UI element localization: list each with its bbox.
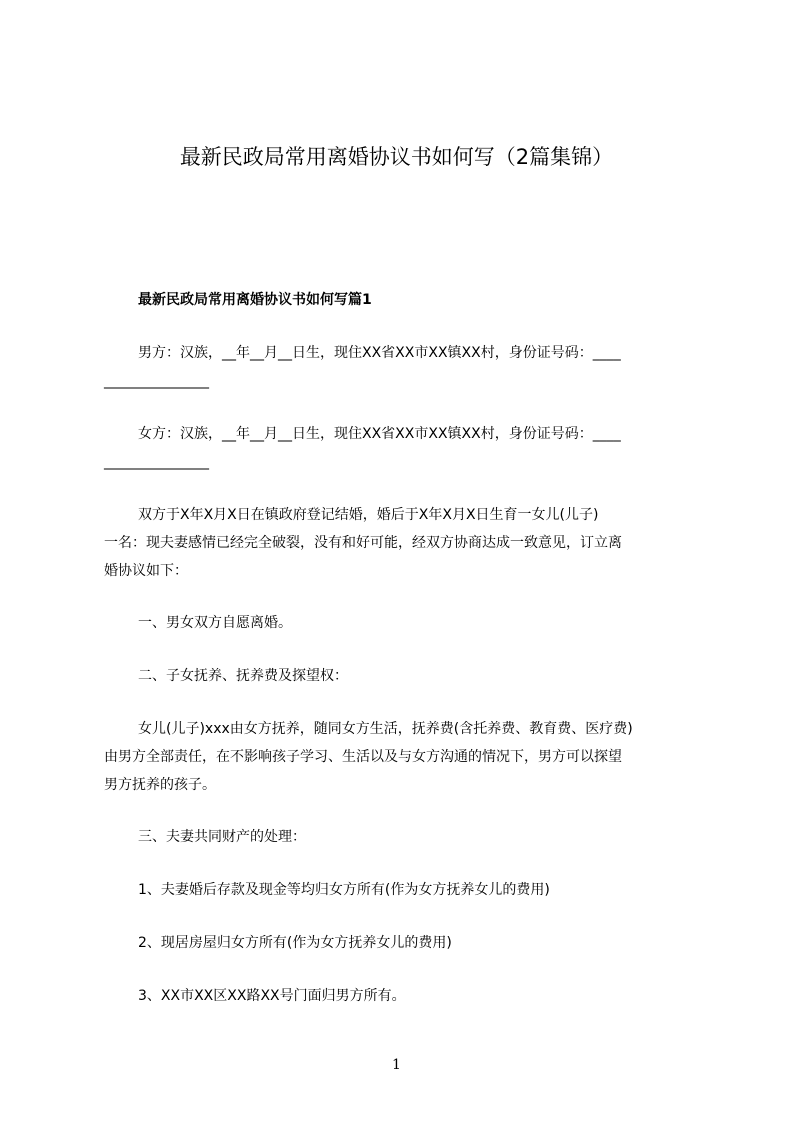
clause-1: 一、男女双方自愿离婚。 xyxy=(138,615,292,631)
custody-paragraph-line-1: 女儿(儿子)xxx由女方抚养，随同女方生活，抚养费(含托养费、教育费、医疗费) xyxy=(138,721,633,737)
clause-3-heading: 三、夫妻共同财产的处理： xyxy=(138,829,306,845)
man-info-line-2: _______________ xyxy=(104,373,209,389)
property-item-2: 2、现居房屋归女方所有(作为女方抚养女儿的费用) xyxy=(138,935,452,951)
intro-paragraph-line-3: 婚协议如下： xyxy=(104,563,188,579)
woman-info-line-2: _______________ xyxy=(104,454,209,470)
property-item-3: 3、XX市XX区XX路XX号门面归男方所有。 xyxy=(138,988,406,1004)
page-number: 1 xyxy=(392,1057,401,1073)
custody-paragraph-line-3: 男方抚养的孩子。 xyxy=(104,777,216,793)
document-title: 最新民政局常用离婚协议书如何写（2篇集锦） xyxy=(179,145,614,169)
intro-paragraph-line-1: 双方于X年X月X日在镇政府登记结婚，婚后于X年X月X日生育一女儿(儿子) xyxy=(138,507,599,523)
intro-paragraph-line-2: 一名：现夫妻感情已经完全破裂，没有和好可能，经双方协商达成一致意见，订立离 xyxy=(104,535,622,551)
property-item-1: 1、夫妻婚后存款及现金等均归女方所有(作为女方抚养女儿的费用) xyxy=(138,882,550,898)
custody-paragraph-line-2: 由男方全部责任，在不影响孩子学习、生活以及与女方沟通的情况下，男方可以探望 xyxy=(104,749,622,765)
clause-2-heading: 二、子女抚养、抚养费及探望权： xyxy=(138,668,348,684)
section-heading: 最新民政局常用离婚协议书如何写篇1 xyxy=(138,292,372,308)
woman-info-line-1: 女方：汉族，__年__月__日生，现住XX省XX市XX镇XX村，身份证号码：____ xyxy=(138,426,621,442)
man-info-line-1: 男方：汉族，__年__月__日生，现住XX省XX市XX镇XX村，身份证号码：____ xyxy=(138,345,621,361)
